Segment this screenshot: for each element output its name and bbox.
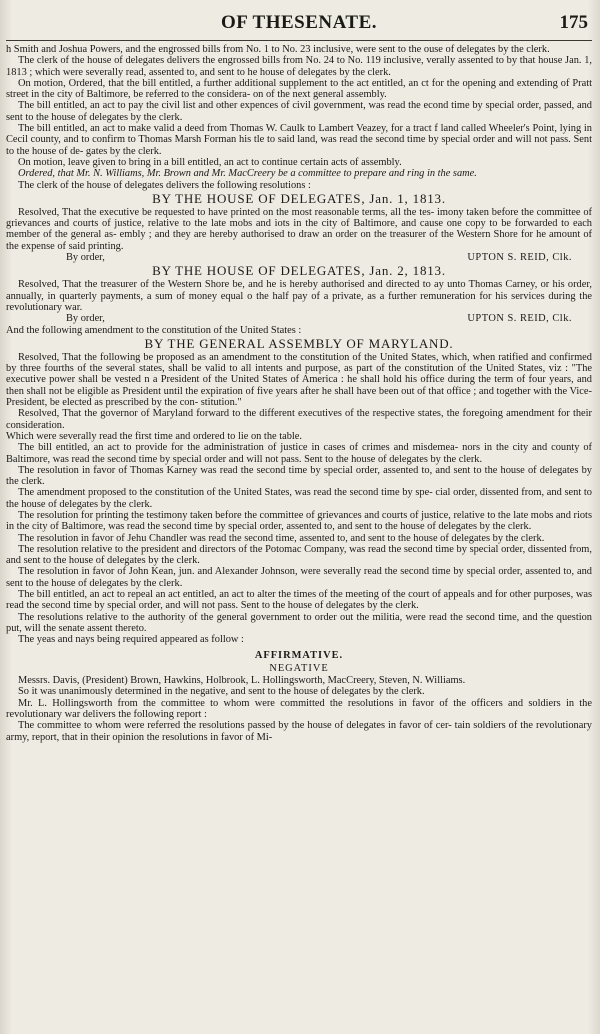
proceeding: The bill entitled, an act to provide for the administration of justice in cases of crimes and misdemea- nors in the city and county of Baltimore, was read the second time by special order and will not pass. Sent to the house of delegates by the clerk. [6, 442, 592, 465]
proceeding: Which were severally read the first time and ordered to lie on the table. [6, 430, 303, 442]
amendment-intro: And the following amendment to the constitution of the United States : [6, 324, 302, 336]
paragraph: The clerk of the house of delegates delivers the engrossed bills from No. 24 to No. 119 inclusive, verally assented to by that house Jan. 1, 1813 ; which were severally read, assented to, and sent to he house of delegates by the clerk. [6, 55, 592, 78]
paragraph: On motion, Ordered, that the bill entitled, a further additional supplement to the act entitled, an ct for the opening and extending of Pratt street in the city of Baltimore, be referred to the considera- on of the next general assembly. [6, 77, 592, 101]
proceeding: The resolution in favor of John Kean, jun. and Alexander Johnson, were severally read the second time by special order, assented to, and sent to the house of delegates by the clerk. [6, 566, 592, 589]
proceeding: The resolution in favor of Jehu Chandler was read the second time, assented to, and sent to the house of delegates by the clerk. [18, 532, 545, 544]
resolution-heading: BY THE HOUSE OF DELEGATES, Jan. 2, 1813. [152, 263, 446, 279]
resolution-text: Resolved, That the executive be requested to have printed on the most reasonable terms, all the tes- imony taken before the committee of grievances and courts of justice, relative to the late mobs and iots in the city of Baltimore, and cause one copy to be forwarded to each member of the general as- embly ; and they are hereby authorised to draw an order on the treasurer of the Western Shore for he amount of the expense of said printing. [6, 206, 592, 252]
vote-negative-names: Messrs. Davis, (President) Brown, Hawkins, Holbrook, L. Hollingsworth, MacCreery, Steven, N. Williams. [18, 675, 466, 687]
vote-negative-heading: NEGATIVE [269, 662, 329, 674]
by-order-label: By order, [66, 252, 105, 264]
resolution-heading: BY THE HOUSE OF DELEGATES, Jan. 1, 1813. [152, 190, 446, 206]
paragraph: Ordered, that Mr. N. Williams, Mr. Brown and Mr. MacCreery be a committee to prepare and ring in the same. [18, 168, 477, 180]
proceeding: The resolution for printing the testimony taken before the committee of grievances and courts of justice, relative to the late mobs and riots in the city of Baltimore, was read the second time by special order, assented to, and sent to the house of delegates by the clerk. [6, 509, 592, 533]
paragraph: The clerk of the house of delegates delivers the following resolutions : [18, 179, 311, 191]
resolution-text: Resolved, That the following be proposed as an amendment to the constitution of the United States, which, when ratified and confirmed by three fourths of the several states, shall be valid to all intents and purpose, as part of the constitution of the United States, viz : "The executive power shall be vested n a President of the United States of America : he shall hold his office during the term of four years, and then shall not be eligible as President until the expiration of five years after he shall have been out of that office ; and together with the Vice-President, be elected as prescribed by the con- stitution." [6, 351, 592, 409]
proceeding: The resolution relative to the president and directors of the Potomac Company, was read the second time by special order, dissented from, and sent to the house of delegates by the clerk. [6, 543, 592, 567]
closing-paragraph: So it was unanimously determined in the negative, and sent to the house of delegates by the clerk. [18, 686, 425, 698]
page-title: OF THESENATE. [220, 12, 378, 33]
by-order-line [6, 252, 592, 263]
paragraph: h Smith and Joshua Powers, and the engrossed bills from No. 1 to No. 23 inclusive, were sent to the ouse of delegates by the clerk. [6, 44, 550, 55]
proceeding: The resolutions relative to the authority of the general government to order out the militia, were read the second time, and the question put, will the senate assent thereto. [6, 611, 592, 634]
proceeding: The amendment proposed to the constitution of the United States, was read the second time by spe- cial order, dissented from, and sent to the house of delegates by the clerk. [6, 487, 592, 510]
running-head [6, 6, 592, 41]
clerk-signature: UPTON S. REID, Clk. [467, 252, 572, 264]
page-number: 175 [559, 12, 588, 33]
paragraph: On motion, leave given to bring in a bill entitled, an act to continue certain acts of assembly. [18, 156, 402, 168]
clerk-signature: UPTON S. REID, Clk. [467, 313, 572, 325]
resolution-text: Resolved, That the governor of Maryland forward to the different executives of the respective states, the foregoing amendment for their consideration. [6, 408, 592, 431]
closing-paragraph: The committee to whom were referred the resolutions passed by the house of delegates in favor of cer- tain soldiers of the revolutionary army, report, that in their opinion the resolutions in favor of Mi- [6, 720, 592, 743]
vote-affirmative-heading: AFFIRMATIVE. [254, 649, 344, 661]
resolution-text: Resolved, That the treasurer of the Western Shore be, and he is hereby authorised and directed to ay unto Thomas Carney, or his order, annually, in quarterly payments, a sum of money equal o the half pay of a private, as a further remuneration for his services during the revolutionary war. [6, 279, 592, 313]
proceeding: The yeas and nays being required appeared as follow : [18, 634, 244, 646]
proceeding: The bill entitled, an act to repeal an act entitled, an act to alter the times of the meeting of the court of appeals and for other purposes, was read the second time by special order, and will not pass. Sent to the house of delegates by the clerk. [6, 589, 592, 612]
resolution-heading: BY THE GENERAL ASSEMBLY OF MARYLAND. [144, 335, 454, 351]
by-order-label: By order, [66, 313, 105, 325]
paragraph: The bill entitled, an act to pay the civil list and other expences of civil government, was read the econd time by special order, passed, and sent to the house of delegates by the clerk. [6, 100, 592, 123]
body-text [6, 44, 592, 743]
closing-paragraph: Mr. L. Hollingsworth from the committee to whom were committed the resolutions in favor of the officers and soldiers in the revolutionary war delivers the following report : [6, 697, 592, 721]
by-order-line [6, 313, 592, 324]
proceeding: The resolution in favor of Thomas Karney was read the second time by special order, assented to, and sent to the house of delegates by the clerk. [6, 464, 592, 488]
paragraph: The bill entitled, an act to make valid a deed from Thomas W. Caulk to Lambert Veazey, for a tract f land called Wheeler's Point, lying in Cecil county, and to confirm to Thomas Marsh Forman his tle to said land, was read the second time by special order and will not pass. Sent to the house of de- gates by the clerk. [6, 123, 592, 157]
